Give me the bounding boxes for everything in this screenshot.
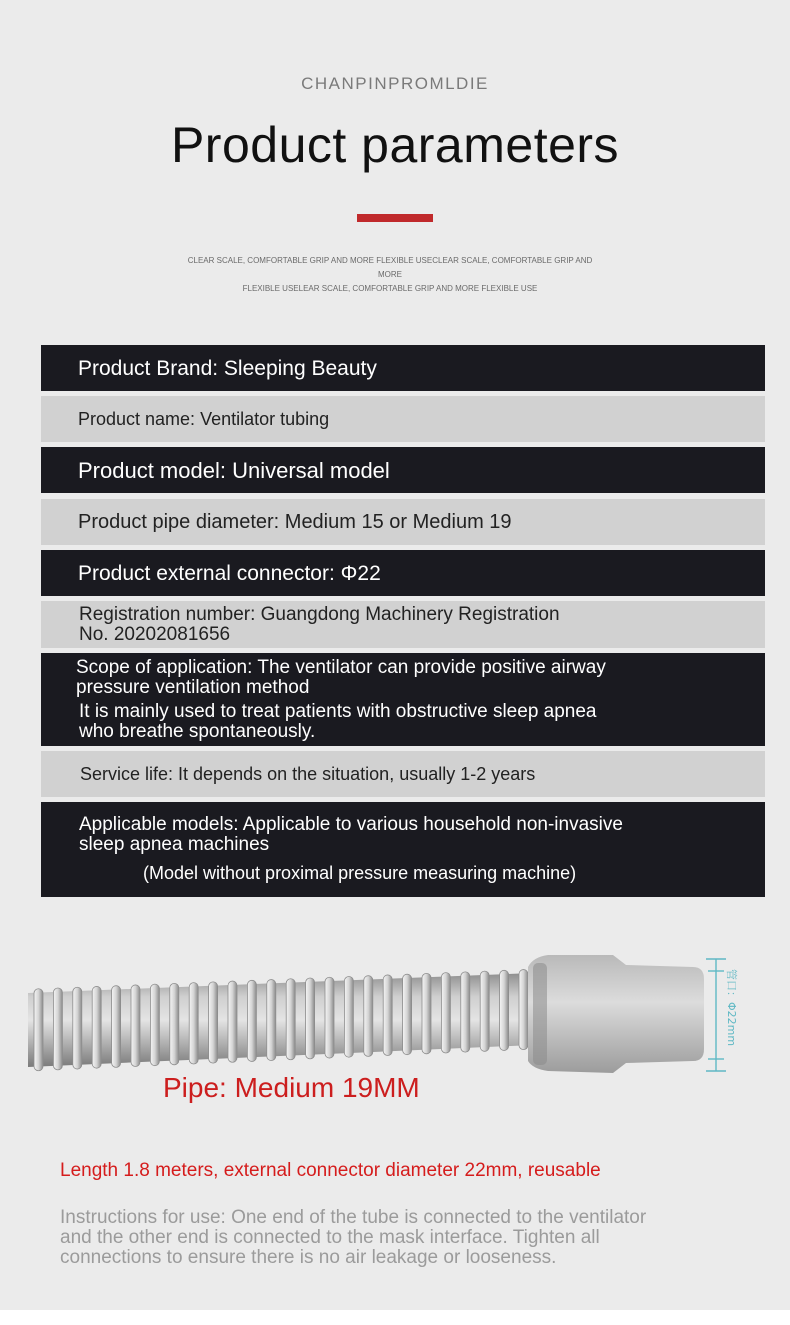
param-scope-line: who breathe spontaneously. [79, 720, 316, 742]
param-row-service-life [41, 751, 765, 797]
pipe-ring [53, 988, 62, 1070]
pipe-ring [209, 982, 218, 1063]
pipe-ring [344, 976, 353, 1057]
param-scope-line: It is mainly used to treat patients with obstructive sleep apnea [79, 700, 597, 722]
param-row-brand [41, 345, 765, 391]
pipe-ring [325, 977, 334, 1058]
param-row-diameter [41, 499, 765, 545]
dimension-label: 管口：Φ22mm [725, 969, 738, 1047]
pipe-ring [364, 976, 373, 1057]
pipe-ring [403, 974, 412, 1055]
param-row-connector [41, 550, 765, 596]
pipe-ring [73, 987, 82, 1069]
fine-print-line: FLEXIBLE USELEAR SCALE, COMFORTABLE GRIP AND MORE FLEXIBLE USE [242, 284, 538, 293]
pipe-ring [112, 986, 121, 1068]
pipe-ring [500, 970, 509, 1050]
pipe-illustration [28, 945, 768, 1085]
instructions-text [60, 1208, 730, 1268]
instructions-line: and the other end is connected to the mask interface. Tighten all [60, 1227, 600, 1248]
param-row-models [41, 802, 765, 897]
param-row-registration [41, 601, 765, 648]
pipe-ring [461, 972, 470, 1052]
pipe-ring [306, 978, 315, 1059]
pipe-ring [422, 973, 431, 1053]
param-models-line: sleep apnea machines [79, 834, 270, 855]
pipe-caption: Pipe: Medium 19MM [163, 1072, 420, 1103]
pipe-ring [519, 970, 528, 1050]
pipe-ring [267, 980, 276, 1061]
pipe-ring [189, 983, 198, 1064]
pipe-ring [228, 981, 237, 1062]
pipe-image [28, 945, 768, 1085]
pipe-ring [247, 980, 256, 1061]
pipe-ring [34, 989, 43, 1071]
fine-print-line: CLEAR SCALE, COMFORTABLE GRIP AND MORE FLEXIBLE USECLEAR SCALE, COMFORTABLE GRIP AND MORE [187, 256, 593, 279]
param-brand-text: Product Brand: Sleeping Beauty [78, 356, 377, 380]
param-row-model [41, 447, 765, 493]
param-row-name [41, 396, 765, 442]
param-models-line: Applicable models: Applicable to various household non-invasive [79, 814, 623, 835]
title-accent-bar [357, 214, 433, 222]
param-scope-line: Scope of application: The ventilator can provide positive airway [76, 656, 606, 678]
instructions-line: Instructions for use: One end of the tube is connected to the ventilator [60, 1207, 647, 1228]
pipe-ring [441, 973, 450, 1053]
param-connector-text: Product external connector: Φ22 [78, 561, 381, 585]
pipe-ring [286, 979, 295, 1060]
length-note: Length 1.8 meters, external connector diameter 22mm, reusable [60, 1160, 601, 1181]
pipe-ring [480, 971, 489, 1051]
param-row-scope [41, 653, 765, 746]
dimension-marker [706, 959, 726, 1071]
param-registration-line: Registration number: Guangdong Machinery Registration [79, 603, 560, 625]
param-diameter-text: Product pipe diameter: Medium 15 or Medium 19 [78, 510, 512, 533]
bottom-strip [0, 1310, 790, 1325]
param-service-life-text: Service life: It depends on the situation, usually 1-2 years [80, 763, 536, 784]
param-name-text: Product name: Ventilator tubing [78, 408, 330, 429]
pipe-ring [150, 984, 159, 1066]
param-scope-line: pressure ventilation method [76, 676, 310, 698]
param-models-note: (Model without proximal pressure measuring machine) [143, 863, 577, 883]
pipe-ring [170, 983, 179, 1064]
header-fine-print [180, 254, 600, 296]
param-model-text: Product model: Universal model [78, 457, 390, 483]
pipe-ring [92, 986, 101, 1068]
page-title: Product parameters [170, 117, 620, 173]
header-subtitle: CHANPINPROMLDIE [301, 74, 489, 93]
pipe-ring [131, 985, 140, 1067]
instructions-line: connections to ensure there is no air leakage or looseness. [60, 1247, 557, 1268]
pipe-ring [383, 975, 392, 1056]
param-registration-line: No. 20202081656 [79, 623, 231, 645]
